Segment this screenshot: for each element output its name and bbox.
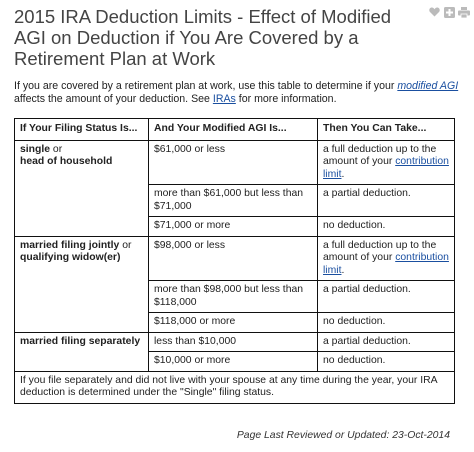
add-icon[interactable] (443, 6, 455, 18)
filing-status-cell: married filing separately (15, 332, 149, 371)
deduction-text: a full deduction up to the amount of your (323, 239, 437, 263)
contribution-limit-link[interactable]: contribution limit (323, 156, 449, 180)
agi-cell: $98,000 or less (149, 236, 318, 281)
filing-status-cell (15, 140, 149, 236)
print-icon[interactable] (458, 6, 470, 18)
agi-cell: less than $10,000 (149, 332, 318, 352)
intro-text: affects the amount of your deduction. See (14, 93, 213, 105)
deduction-cell: no deduction. (318, 217, 455, 237)
page-toolbar (428, 6, 470, 18)
agi-cell: $61,000 or less (149, 140, 318, 185)
filing-status-bold: single (20, 143, 51, 155)
deduction-cell: a partial deduction. (318, 185, 455, 217)
deduction-cell: no deduction. (318, 352, 455, 372)
column-header-deduction: Then You Can Take... (318, 119, 455, 141)
deduction-limits-table (14, 118, 455, 404)
table-row (15, 332, 455, 352)
column-header-modified-agi: And Your Modified AGI Is... (149, 119, 318, 141)
filing-status-bold: qualifying widow(er) (20, 252, 121, 263)
agi-cell: $10,000 or more (149, 352, 318, 372)
deduction-cell: a partial deduction. (318, 332, 455, 352)
page-title: 2015 IRA Deduction Limits - Effect of Modified AGI on Deduction if You Are Covered by a Retirement Plan at Work (14, 6, 392, 69)
deduction-text: . (341, 264, 345, 276)
table-row (15, 236, 455, 281)
deduction-cell (318, 140, 455, 185)
intro-paragraph (14, 80, 464, 106)
table-header-row (15, 119, 455, 141)
table-footnote-row (15, 371, 455, 403)
modified-agi-link[interactable]: modified AGI (397, 80, 459, 92)
table-footnote: If you file separately and did not live with your spouse at any time during the year, your IRA deduction is determined under the "Single" filing status. (15, 371, 455, 403)
contribution-limit-link[interactable]: contribution limit (323, 252, 449, 276)
table-row (15, 140, 455, 185)
filing-status-bold: married filing jointly (20, 239, 120, 251)
deduction-cell (318, 236, 455, 281)
intro-text: for more information. (235, 93, 337, 105)
filing-status-cell (15, 236, 149, 332)
filing-status-or: or (119, 239, 132, 251)
deduction-text: . (341, 168, 345, 180)
column-header-filing-status: If Your Filing Status Is... (15, 119, 149, 141)
agi-cell: more than $98,000 but less than $118,000 (149, 281, 318, 313)
deduction-text: a full deduction up to the amount of your (323, 143, 437, 167)
filing-status-or: or (50, 143, 63, 155)
deduction-cell: no deduction. (318, 313, 455, 333)
agi-cell: $118,000 or more (149, 313, 318, 333)
iras-link[interactable]: IRAs (212, 93, 236, 105)
intro-text: If you are covered by a retirement plan at work, use this table to determine if your (14, 80, 398, 92)
filing-status-bold: head of household (20, 156, 113, 167)
agi-cell: more than $61,000 but less than $71,000 (149, 185, 318, 217)
deduction-cell: a partial deduction. (318, 281, 455, 313)
last-reviewed-date: Page Last Reviewed or Updated: 23-Oct-2014 (236, 430, 450, 441)
agi-cell: $71,000 or more (149, 217, 318, 237)
heart-icon[interactable] (428, 6, 440, 18)
